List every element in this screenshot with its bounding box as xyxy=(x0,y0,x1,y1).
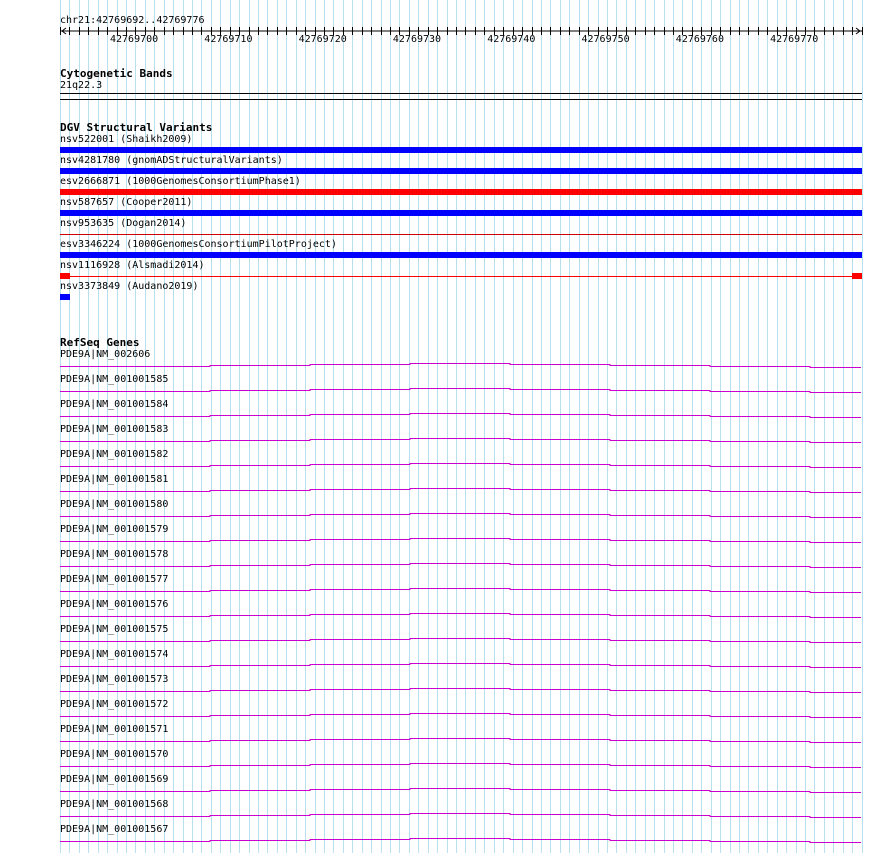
refseq-gene-line xyxy=(60,739,861,743)
dgv-title: DGV Structural Variants xyxy=(60,121,213,134)
refseq-gene-line xyxy=(60,539,861,543)
refseq-gene-label[interactable]: PDE9A|NM_001001569 xyxy=(60,774,169,785)
refseq-gene-label[interactable]: PDE9A|NM_001001584 xyxy=(60,399,169,410)
refseq-gene-line xyxy=(60,814,861,818)
refseq-gene-label[interactable]: PDE9A|NM_001001582 xyxy=(60,449,169,460)
refseq-gene-line xyxy=(60,589,861,593)
cytoband-title: Cytogenetic Bands xyxy=(60,67,173,80)
ruler-tick-label: 42769760 xyxy=(675,34,724,45)
refseq-gene-label[interactable]: PDE9A|NM_001001580 xyxy=(60,499,169,510)
refseq-gene-label[interactable]: PDE9A|NM_001001585 xyxy=(60,374,169,385)
ruler-location: chr21:42769692..42769776 xyxy=(60,15,205,26)
refseq-gene-line xyxy=(60,439,861,443)
refseq-gene-line xyxy=(60,639,861,643)
refseq-gene-line xyxy=(60,614,861,618)
refseq-gene-line xyxy=(60,489,861,493)
refseq-gene-line xyxy=(60,714,861,718)
refseq-gene-line xyxy=(60,464,861,468)
dgv-variant-label[interactable]: nsv1116928 (Alsmadi2014) xyxy=(60,260,205,271)
refseq-gene-line xyxy=(60,389,861,393)
refseq-gene-line xyxy=(60,414,861,418)
dgv-variant-label[interactable]: nsv4281780 (gnomADStructuralVariants) xyxy=(60,155,283,166)
refseq-gene-line xyxy=(60,664,861,668)
refseq-gene-label[interactable]: PDE9A|NM_001001567 xyxy=(60,824,169,835)
refseq-gene-line xyxy=(60,839,861,843)
refseq-gene-line xyxy=(60,789,861,793)
refseq-gene-label[interactable]: PDE9A|NM_001001573 xyxy=(60,674,169,685)
refseq-gene-line xyxy=(60,564,861,568)
refseq-gene-label[interactable]: PDE9A|NM_001001572 xyxy=(60,699,169,710)
dgv-variant-label[interactable]: esv3346224 (1000GenomesConsortiumPilotProject) xyxy=(60,239,337,250)
refseq-gene-label[interactable]: PDE9A|NM_001001576 xyxy=(60,599,169,610)
refseq-gene-line xyxy=(60,514,861,518)
ruler-tick-label: 42769740 xyxy=(487,34,536,45)
refseq-gene-label[interactable]: PDE9A|NM_001001579 xyxy=(60,524,169,535)
refseq-gene-label[interactable]: PDE9A|NM_001001577 xyxy=(60,574,169,585)
dgv-variant-label[interactable]: nsv953635 (Dogan2014) xyxy=(60,218,187,229)
ruler-tick-label: 42769730 xyxy=(392,34,442,45)
refseq-gene-label[interactable]: PDE9A|NM_001001575 xyxy=(60,624,169,635)
ruler-tick-label: 42769700 xyxy=(110,34,159,45)
refseq-gene-label[interactable]: PDE9A|NM_001001581 xyxy=(60,474,169,485)
dgv-variant-label[interactable]: nsv587657 (Cooper2011) xyxy=(60,197,193,208)
ruler-tick-label: 42769720 xyxy=(298,34,347,45)
refseq-title: RefSeq Genes xyxy=(60,336,140,349)
refseq-gene-label[interactable]: PDE9A|NM_001001571 xyxy=(60,724,169,735)
dgv-variant-label[interactable]: nsv3373849 (Audano2019) xyxy=(60,281,199,292)
dgv-variant-label[interactable]: nsv522001 (Shaikh2009) xyxy=(60,134,193,145)
cytoband-label[interactable]: 21q22.3 xyxy=(60,80,103,91)
ruler-tick-label: 42769750 xyxy=(581,34,630,45)
dgv-variant-label[interactable]: esv2666871 (1000GenomesConsortiumPhase1) xyxy=(60,176,301,187)
refseq-gene-line xyxy=(60,364,861,368)
ruler-tick-label: 42769770 xyxy=(770,34,819,45)
refseq-gene-label[interactable]: PDE9A|NM_001001578 xyxy=(60,549,169,560)
refseq-gene-label[interactable]: PDE9A|NM_001001574 xyxy=(60,649,169,660)
ruler-tick-label: 42769710 xyxy=(204,34,253,45)
refseq-gene-label[interactable]: PDE9A|NM_001001583 xyxy=(60,424,169,435)
refseq-gene-line xyxy=(60,689,861,693)
refseq-gene-line xyxy=(60,764,861,768)
refseq-gene-label[interactable]: PDE9A|NM_001001568 xyxy=(60,799,169,810)
refseq-gene-label[interactable]: PDE9A|NM_002606 xyxy=(60,349,151,360)
refseq-gene-label[interactable]: PDE9A|NM_001001570 xyxy=(60,749,169,760)
